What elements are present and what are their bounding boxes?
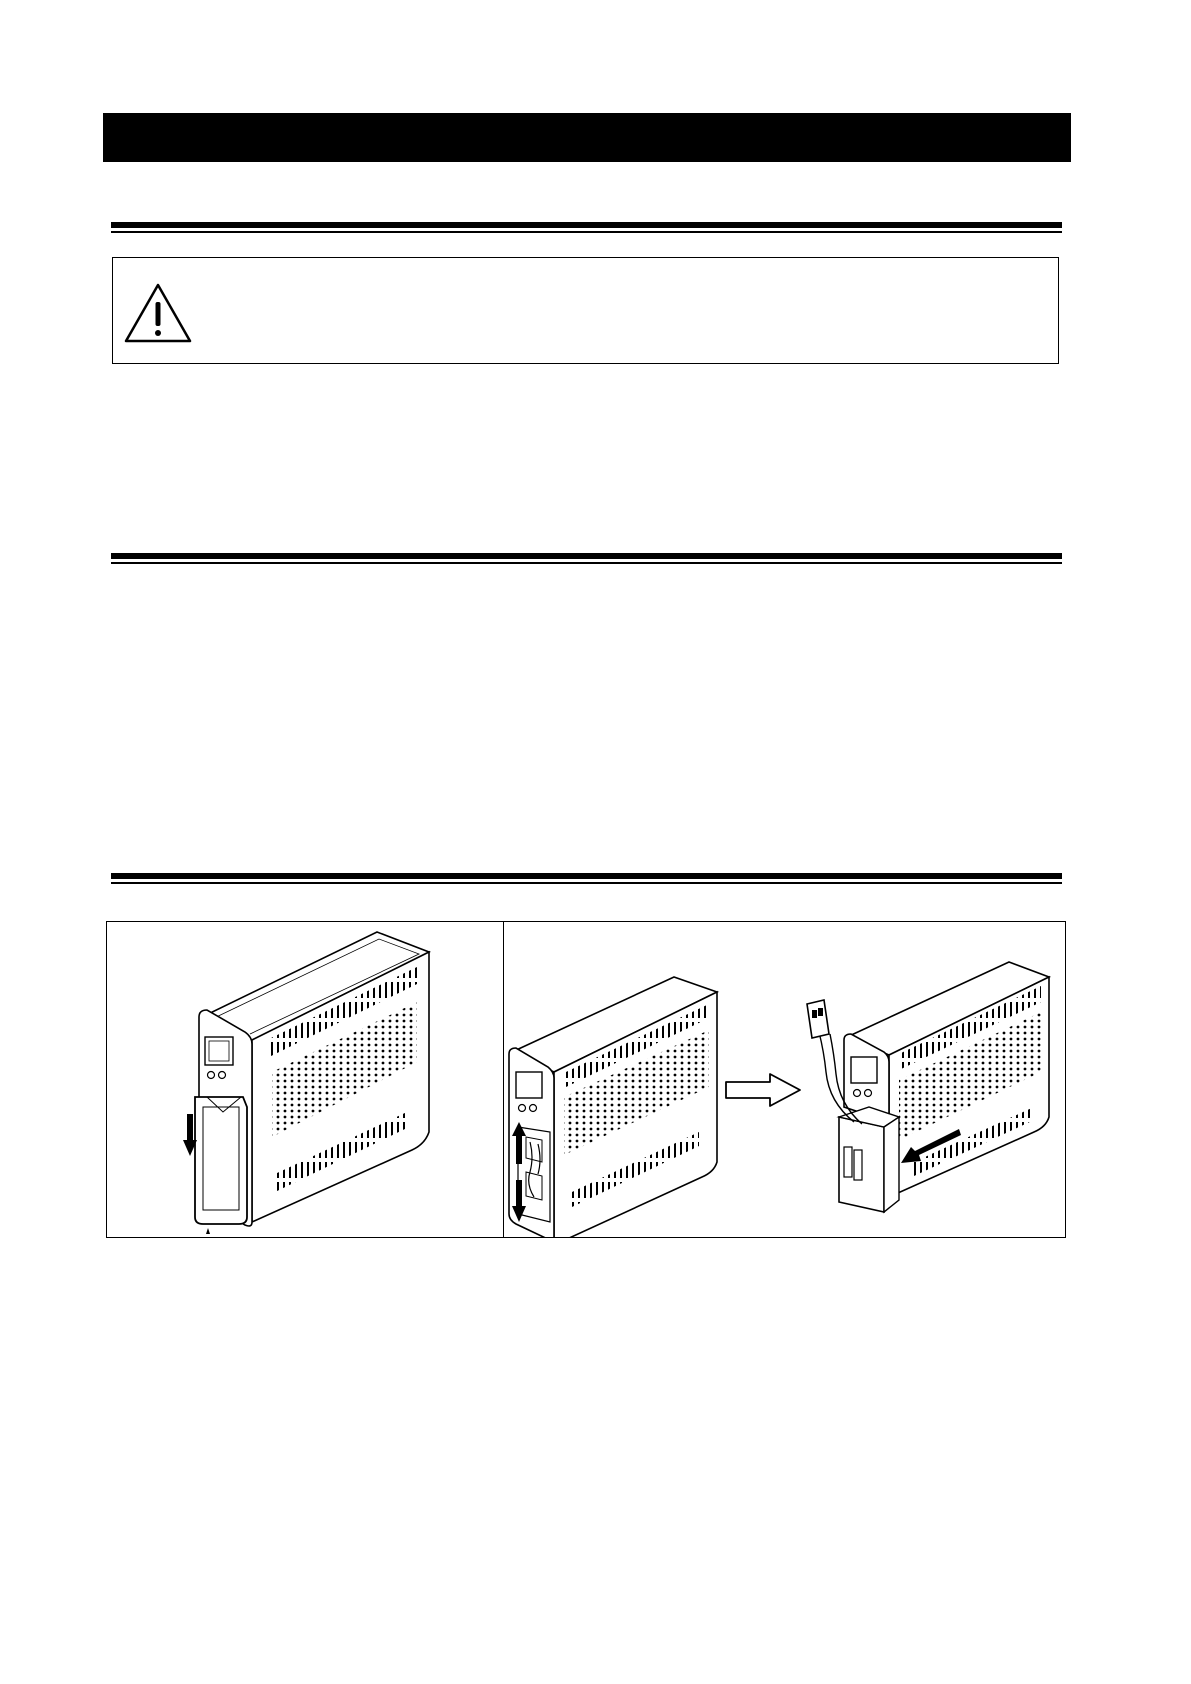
battery-replacement-figure [106, 921, 1066, 1238]
updown-arrow-icon [512, 1122, 526, 1222]
down-arrow-icon [183, 1114, 197, 1156]
section-rule-procedure [111, 553, 1062, 564]
insert-arrow-icon [899, 1127, 961, 1167]
panel-remove-front-cover [107, 922, 503, 1237]
panel-replace-battery [504, 922, 1065, 1237]
warning-box [112, 257, 1059, 364]
ups-front-cover-illustration [107, 922, 503, 1237]
page-title-bar [103, 113, 1071, 162]
right-arrow-icon [724, 1072, 802, 1108]
section-rule-illustration [111, 873, 1062, 884]
warning-triangle-icon [123, 282, 193, 344]
section-rule-warning [111, 222, 1062, 233]
